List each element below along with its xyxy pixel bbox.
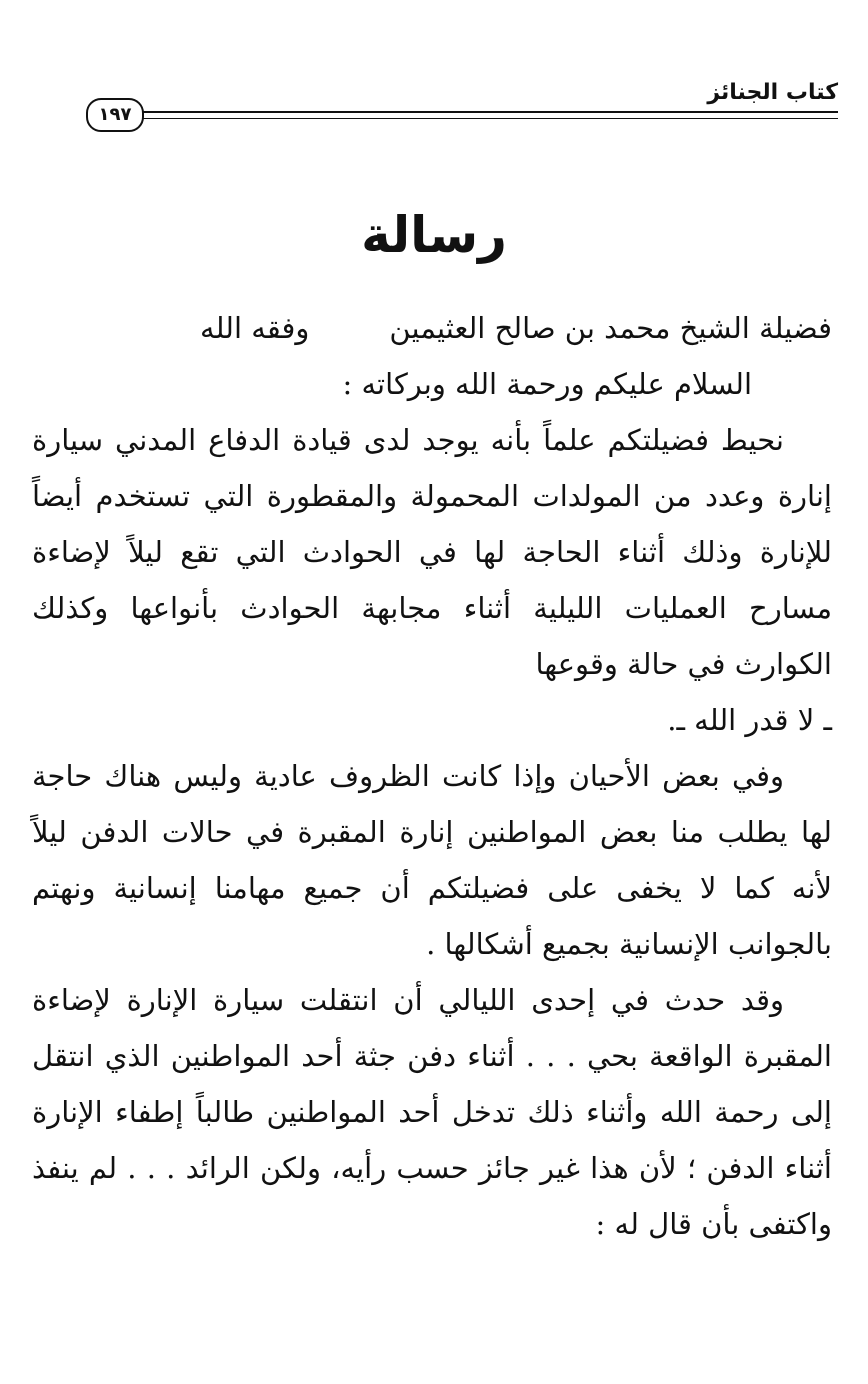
paragraph-1-closing: ـ لا قدر الله ـ. <box>667 703 832 737</box>
paragraph-2: وفي بعض الأحيان وإذا كانت الظروف عادية وليس هناك حاجة لها يطلب منا بعض المواطنين إنارة المقبرة في حالات الدفن ليلاً لأنه كما لا يخفى على فضيلتكم أن جميع مهامنا إنسانية ونهتم بالجوانب الإنسانية بجميع أشكالها . <box>32 759 832 961</box>
page-number: ١٩٧ <box>86 98 144 132</box>
addressee-blessing: وفقه الله <box>200 311 310 345</box>
paragraph-1 <box>32 412 832 748</box>
letter-body <box>32 300 832 1252</box>
header-rule <box>140 111 838 119</box>
paragraph-1-text: نحيط فضيلتكم علماً بأنه يوجد لدى قيادة الدفاع المدني سيارة إنارة وعدد من المولدات المحمولة والمقطورة التي تستخدم أيضاً للإنارة وذلك أثناء الحاجة لها في الحوادث التي تقع ليلاً لإضاءة مسارح العمليات الليلية أثناء مجابهة الحوادث بأنواعها وكذلك الكوارث في حالة وقوعها <box>32 423 832 681</box>
addressee-line <box>32 300 832 356</box>
running-header: كتاب الجنائز <box>707 80 838 105</box>
paragraph-3: وقد حدث في إحدى الليالي أن انتقلت سيارة الإنارة لإضاءة المقبرة الواقعة بحي . . . أثناء دفن جثة أحد المواطنين الذي انتقل إلى رحمة الله وأثناء ذلك تدخل أحد المواطنين طالباً إطفاء الإنارة أثناء الدفن ؛ لأن هذا غير جائز حسب رأيه، ولكن الرائد . . . لم ينفذ واكتفى بأن قال له : <box>32 983 832 1241</box>
document-title: رسالة <box>361 206 507 264</box>
greeting-line: السلام عليكم ورحمة الله وبركاته : <box>342 367 752 401</box>
addressee-name: فضيلة الشيخ محمد بن صالح العثيمين <box>389 311 832 345</box>
